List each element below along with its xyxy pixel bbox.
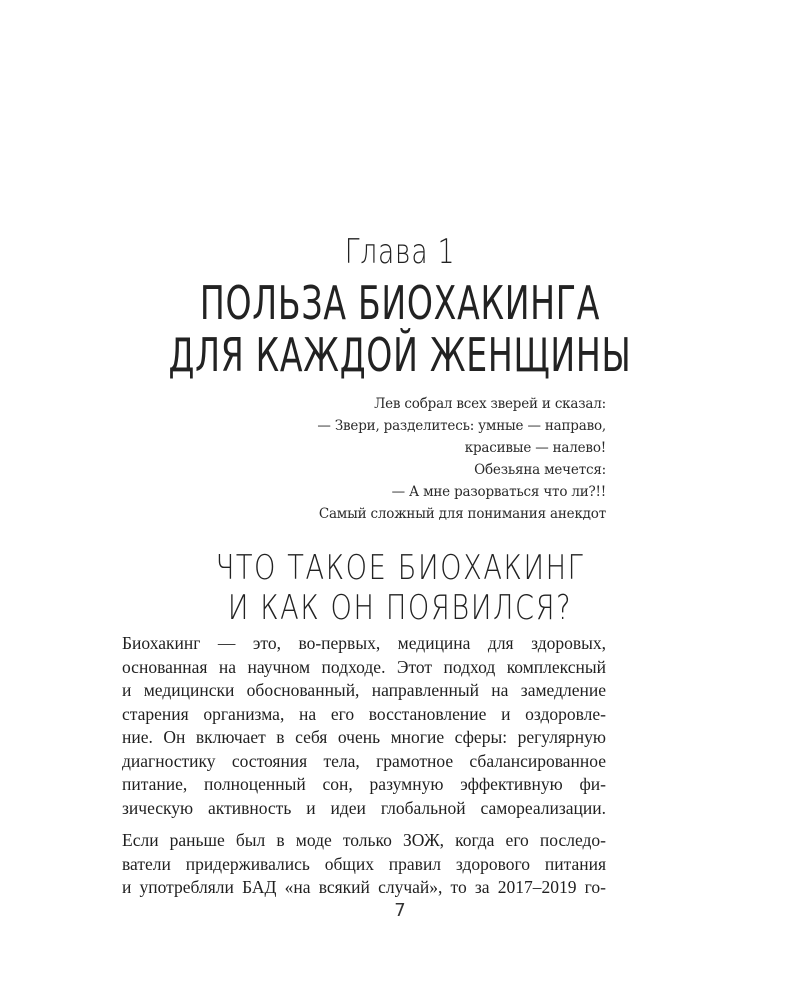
paragraph bbox=[122, 829, 606, 900]
epigraph-line: красивые — налево! bbox=[464, 440, 606, 456]
text-line: питание, полноценный сон, разумную эффективную фи- bbox=[122, 774, 606, 794]
text-line: Биохакинг — это, во-первых, медицина для здоровых, bbox=[122, 633, 606, 653]
text-line: и употребляли БАД «на всякий случай», то за 2017–2019 го- bbox=[122, 877, 606, 897]
text-line: диагностику состояния тела, грамотное сбалансированное bbox=[122, 750, 606, 771]
text-line: ние. Он включает в себя очень многие сферы: регулярную bbox=[122, 727, 606, 747]
chapter-title-line: ПОЛЬЗА БИОХАКИНГА bbox=[199, 276, 601, 330]
epigraph-line: — Звери, разделитесь: умные — направо, bbox=[317, 418, 606, 434]
epigraph-line: Лев собрал всех зверей и сказал: bbox=[374, 396, 606, 412]
section-title-line: И КАК ОН ПОЯВИЛСЯ? bbox=[227, 588, 573, 628]
page-number: 7 bbox=[394, 900, 406, 921]
chapter-label: Глава 1 bbox=[344, 232, 456, 272]
text-line: Если раньше был в моде только ЗОЖ, когда его последо- bbox=[122, 830, 606, 850]
body-text bbox=[122, 632, 606, 909]
text-line: основанная на научном подходе. Этот подход комплексный bbox=[122, 656, 606, 677]
section-title bbox=[80, 548, 720, 628]
chapter-title-line: ДЛЯ КАЖДОЙ ЖЕНЩИНЫ bbox=[168, 328, 632, 382]
epigraph-line: — А мне разорваться что ли?!! bbox=[391, 484, 606, 500]
epigraph-line: Обезьяна мечется: bbox=[474, 462, 606, 478]
section-title-line: ЧТО ТАКОЕ БИОХАКИНГ bbox=[215, 548, 585, 588]
epigraph bbox=[206, 393, 606, 525]
chapter-title bbox=[112, 277, 688, 381]
text-line: старения организма, на его восстановление и оздоровле- bbox=[122, 703, 606, 724]
text-line: зическую активность и идеи глобальной самореализации. bbox=[122, 797, 606, 818]
text-line: ватели придерживались общих правил здорового питания bbox=[122, 853, 606, 874]
epigraph-source: Самый сложный для понимания анекдот bbox=[318, 506, 606, 522]
paragraph bbox=[122, 632, 606, 820]
text-line: и медицински обоснованный, направленный на замедление bbox=[122, 680, 606, 700]
